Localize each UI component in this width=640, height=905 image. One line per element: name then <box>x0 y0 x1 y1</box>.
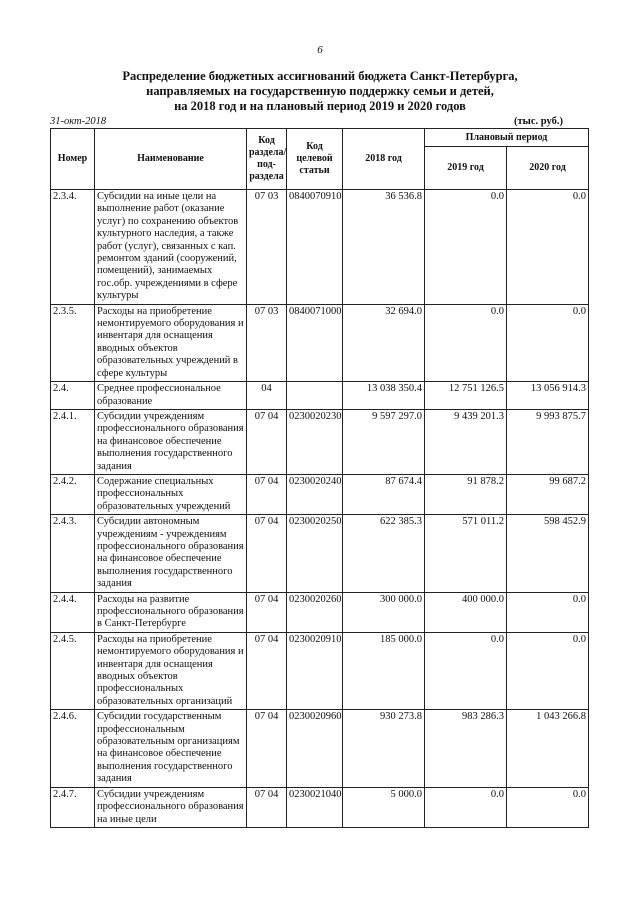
row-cs: 0230020250 <box>287 515 343 592</box>
row-number: 2.4. <box>51 382 95 410</box>
row-razdel: 07 04 <box>247 474 287 514</box>
header-2018: 2018 год <box>343 129 425 190</box>
title-line-2: направляемых на государственную поддержку семьи и детей, <box>146 84 494 98</box>
row-number: 2.4.1. <box>51 409 95 474</box>
table-row <box>51 382 589 410</box>
row-2018: 930 273.8 <box>343 710 425 787</box>
row-cs: 0230020260 <box>287 592 343 632</box>
row-2019: 91 878.2 <box>425 474 507 514</box>
row-razdel: 07 04 <box>247 632 287 709</box>
row-name: Субсидии государственным профессиональным образовательным организациям на финансовое обеспечение выполнения государственного задания <box>95 710 247 787</box>
document-date: 31-окт-2018 <box>50 116 107 127</box>
row-2019: 0.0 <box>425 190 507 305</box>
row-2019: 9 439 201.3 <box>425 409 507 474</box>
title-line-1: Распределение бюджетных ассигнований бюджета Санкт-Петербурга, <box>122 69 518 83</box>
page-number: 6 <box>317 44 323 56</box>
header-razdel: Код раздела/ под- раздела <box>247 129 287 190</box>
row-2019: 983 286.3 <box>425 710 507 787</box>
row-razdel: 07 04 <box>247 592 287 632</box>
row-name: Расходы на приобретение немонтируемого оборудования и инвентаря для оснащения вводных объектов профессиональных образовательных организаций <box>95 632 247 709</box>
table-row <box>51 474 589 514</box>
row-number: 2.4.4. <box>51 592 95 632</box>
row-2018: 32 694.0 <box>343 304 425 381</box>
table-row <box>51 592 589 632</box>
row-cs: 0230021040 <box>287 787 343 827</box>
table-row <box>51 710 589 787</box>
row-cs: 0230020960 <box>287 710 343 787</box>
row-2020: 1 043 266.8 <box>507 710 589 787</box>
row-number: 2.3.5. <box>51 304 95 381</box>
table-row <box>51 304 589 381</box>
row-2020: 13 056 914.3 <box>507 382 589 410</box>
row-2018: 36 536.8 <box>343 190 425 305</box>
table-body <box>51 190 589 828</box>
row-2018: 622 385.3 <box>343 515 425 592</box>
row-number: 2.4.5. <box>51 632 95 709</box>
row-2020: 99 687.2 <box>507 474 589 514</box>
row-number: 2.4.3. <box>51 515 95 592</box>
row-name: Субсидии на иные цели на выполнение работ (оказание услуг) по сохранению объектов культурного наследия, а также работ (услуг), связанных с кап. ремонтом зданий (сооружений, помещений), занимаемых гос.обр. учреждениями в сфере культуры <box>95 190 247 305</box>
header-number: Номер <box>51 129 95 190</box>
title-line-3: на 2018 год и на плановый период 2019 и 2020 годов <box>174 99 466 113</box>
row-razdel: 07 04 <box>247 710 287 787</box>
table-row <box>51 632 589 709</box>
row-2019: 12 751 126.5 <box>425 382 507 410</box>
row-2019: 571 011.2 <box>425 515 507 592</box>
row-2018: 5 000.0 <box>343 787 425 827</box>
row-2020: 0.0 <box>507 190 589 305</box>
row-name: Субсидии учреждениям профессионального образования на иные цели <box>95 787 247 827</box>
row-name: Расходы на развитие профессионального образования в Санкт-Петербурге <box>95 592 247 632</box>
row-2019: 0.0 <box>425 304 507 381</box>
row-2018: 185 000.0 <box>343 632 425 709</box>
row-cs: 0230020910 <box>287 632 343 709</box>
row-2020: 9 993 875.7 <box>507 409 589 474</box>
row-cs: 0840070910 <box>287 190 343 305</box>
row-2020: 598 452.9 <box>507 515 589 592</box>
budget-table <box>50 128 589 828</box>
row-2018: 13 038 350.4 <box>343 382 425 410</box>
row-razdel: 07 04 <box>247 787 287 827</box>
row-name: Субсидии автономным учреждениям - учреждениям профессионального образования на финансовое обеспечение выполнения государственного задания <box>95 515 247 592</box>
table-row <box>51 409 589 474</box>
row-number: 2.4.7. <box>51 787 95 827</box>
header-cs: Код целевой статьи <box>287 129 343 190</box>
row-2018: 87 674.4 <box>343 474 425 514</box>
row-name: Содержание специальных профессиональных образовательных учреждений <box>95 474 247 514</box>
row-2020: 0.0 <box>507 592 589 632</box>
row-cs: 0230020230 <box>287 409 343 474</box>
row-cs <box>287 382 343 410</box>
row-razdel: 07 03 <box>247 190 287 305</box>
row-2019: 400 000.0 <box>425 592 507 632</box>
row-cs: 0840071000 <box>287 304 343 381</box>
row-razdel: 07 03 <box>247 304 287 381</box>
row-2019: 0.0 <box>425 632 507 709</box>
row-name: Расходы на приобретение немонтируемого оборудования и инвентаря для оснащения вводных объектов образовательных учреждений в сфере культуры <box>95 304 247 381</box>
document-title <box>40 69 600 114</box>
units-label: (тыс. руб.) <box>514 116 563 127</box>
row-2020: 0.0 <box>507 787 589 827</box>
row-razdel: 07 04 <box>247 409 287 474</box>
header-planned: Плановый период <box>425 129 589 147</box>
row-2018: 9 597 297.0 <box>343 409 425 474</box>
row-2020: 0.0 <box>507 632 589 709</box>
header-2020: 2020 год <box>507 147 589 190</box>
row-cs: 0230020240 <box>287 474 343 514</box>
row-razdel: 04 <box>247 382 287 410</box>
row-2020: 0.0 <box>507 304 589 381</box>
row-2018: 300 000.0 <box>343 592 425 632</box>
row-name: Среднее профессиональное образование <box>95 382 247 410</box>
table-row <box>51 787 589 827</box>
row-razdel: 07 04 <box>247 515 287 592</box>
header-2019: 2019 год <box>425 147 507 190</box>
row-name: Субсидии учреждениям профессионального образования на финансовое обеспечение выполнения государственного задания <box>95 409 247 474</box>
row-number: 2.4.6. <box>51 710 95 787</box>
row-number: 2.4.2. <box>51 474 95 514</box>
header-name: Наименование <box>95 129 247 190</box>
table-row <box>51 515 589 592</box>
row-number: 2.3.4. <box>51 190 95 305</box>
row-2019: 0.0 <box>425 787 507 827</box>
table-row <box>51 190 589 305</box>
